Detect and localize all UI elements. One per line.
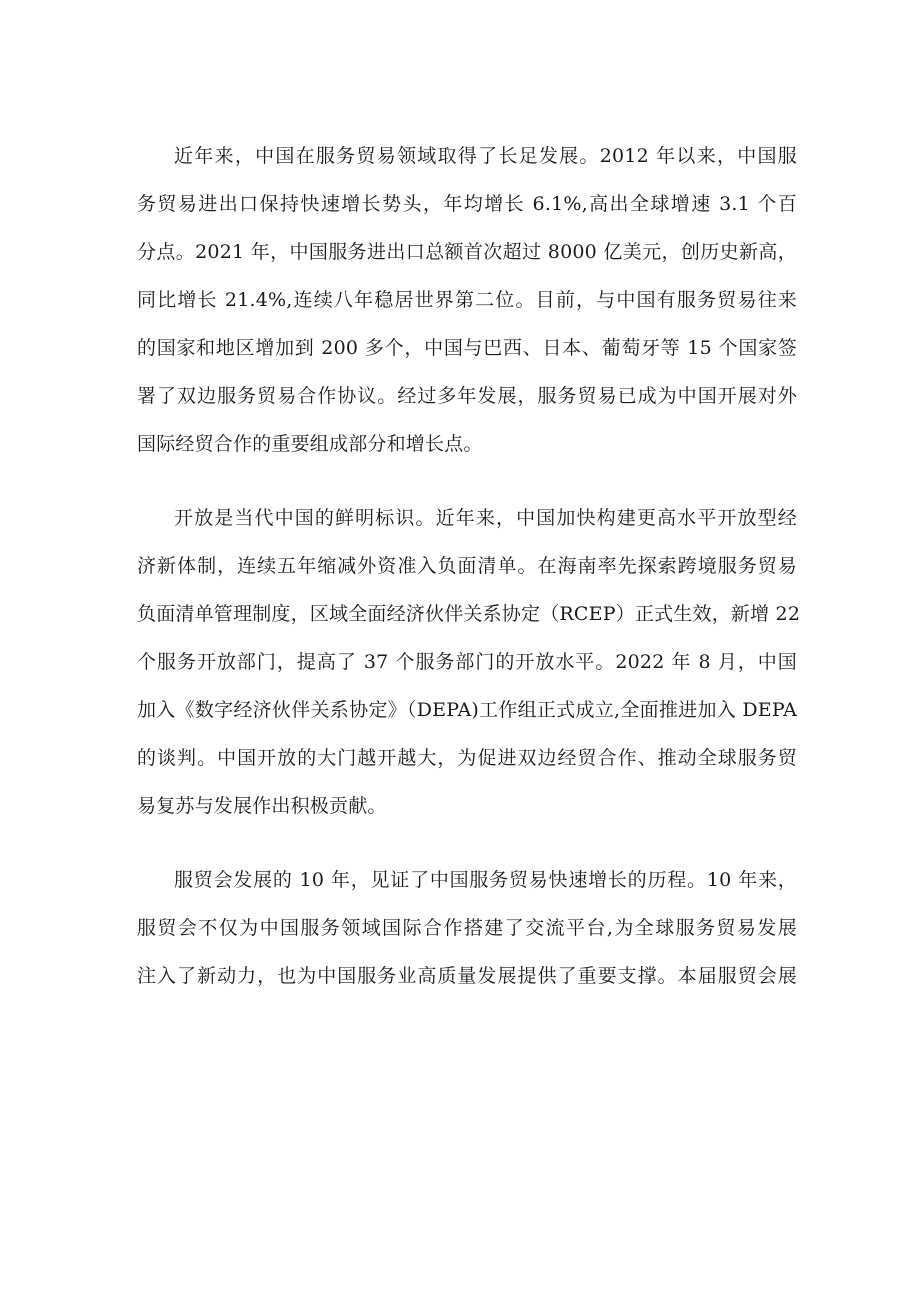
paragraph-line: 务贸易进出口保持快速增长势头，年均增长 6.1%,高出全球增速 3.1 个百 [137,193,797,215]
paragraph-line: 的国家和地区增加到 200 多个，中国与巴西、日本、葡萄牙等 15 个国家签 [137,337,797,359]
paragraph-line: 注入了新动力，也为中国服务业高质量发展提供了重要支撑。本届服贸会展 [137,965,797,987]
paragraph-line: 署了双边服务贸易合作协议。经过多年发展，服务贸易已成为中国开展对外 [137,385,797,407]
paragraph-line: 开放是当代中国的鲜明标识。近年来，中国加快构建更高水平开放型经 [174,507,797,529]
paragraph-line: 的谈判。中国开放的大门越开越大，为促进双边经贸合作、推动全球服务贸 [137,747,797,769]
paragraph-line: 济新体制，连续五年缩减外资准入负面清单。在海南率先探索跨境服务贸易 [137,555,797,577]
paragraph-line: 同比增长 21.4%,连续八年稳居世界第二位。目前，与中国有服务贸易往来 [137,289,797,311]
paragraph-line: 个服务开放部门，提高了 37 个服务部门的开放水平。2022 年 8 月，中国 [137,651,797,673]
paragraph-line: 易复苏与发展作出积极贡献。 [137,795,387,817]
paragraph-line: 近年来，中国在服务贸易领域取得了长足发展。2012 年以来，中国服 [174,145,797,167]
paragraph-line: 服贸会不仅为中国服务领域国际合作搭建了交流平台,为全球服务贸易发展 [137,917,797,939]
paragraph-line: 负面清单管理制度，区域全面经济伙伴关系协定（RCEP）正式生效，新增 22 [137,603,801,625]
paragraph-line: 服贸会发展的 10 年，见证了中国服务贸易快速增长的历程。10 年来， [174,869,797,891]
paragraph-line: 分点。2021 年，中国服务进出口总额首次超过 8000 亿美元，创历史新高， [137,241,797,263]
paragraph-line: 国际经贸合作的重要组成部分和增长点。 [137,433,483,455]
paragraph-line: 加入《数字经济伙伴关系协定》（DEPA)工作组正式成立,全面推进加入 DEPA [137,699,797,721]
